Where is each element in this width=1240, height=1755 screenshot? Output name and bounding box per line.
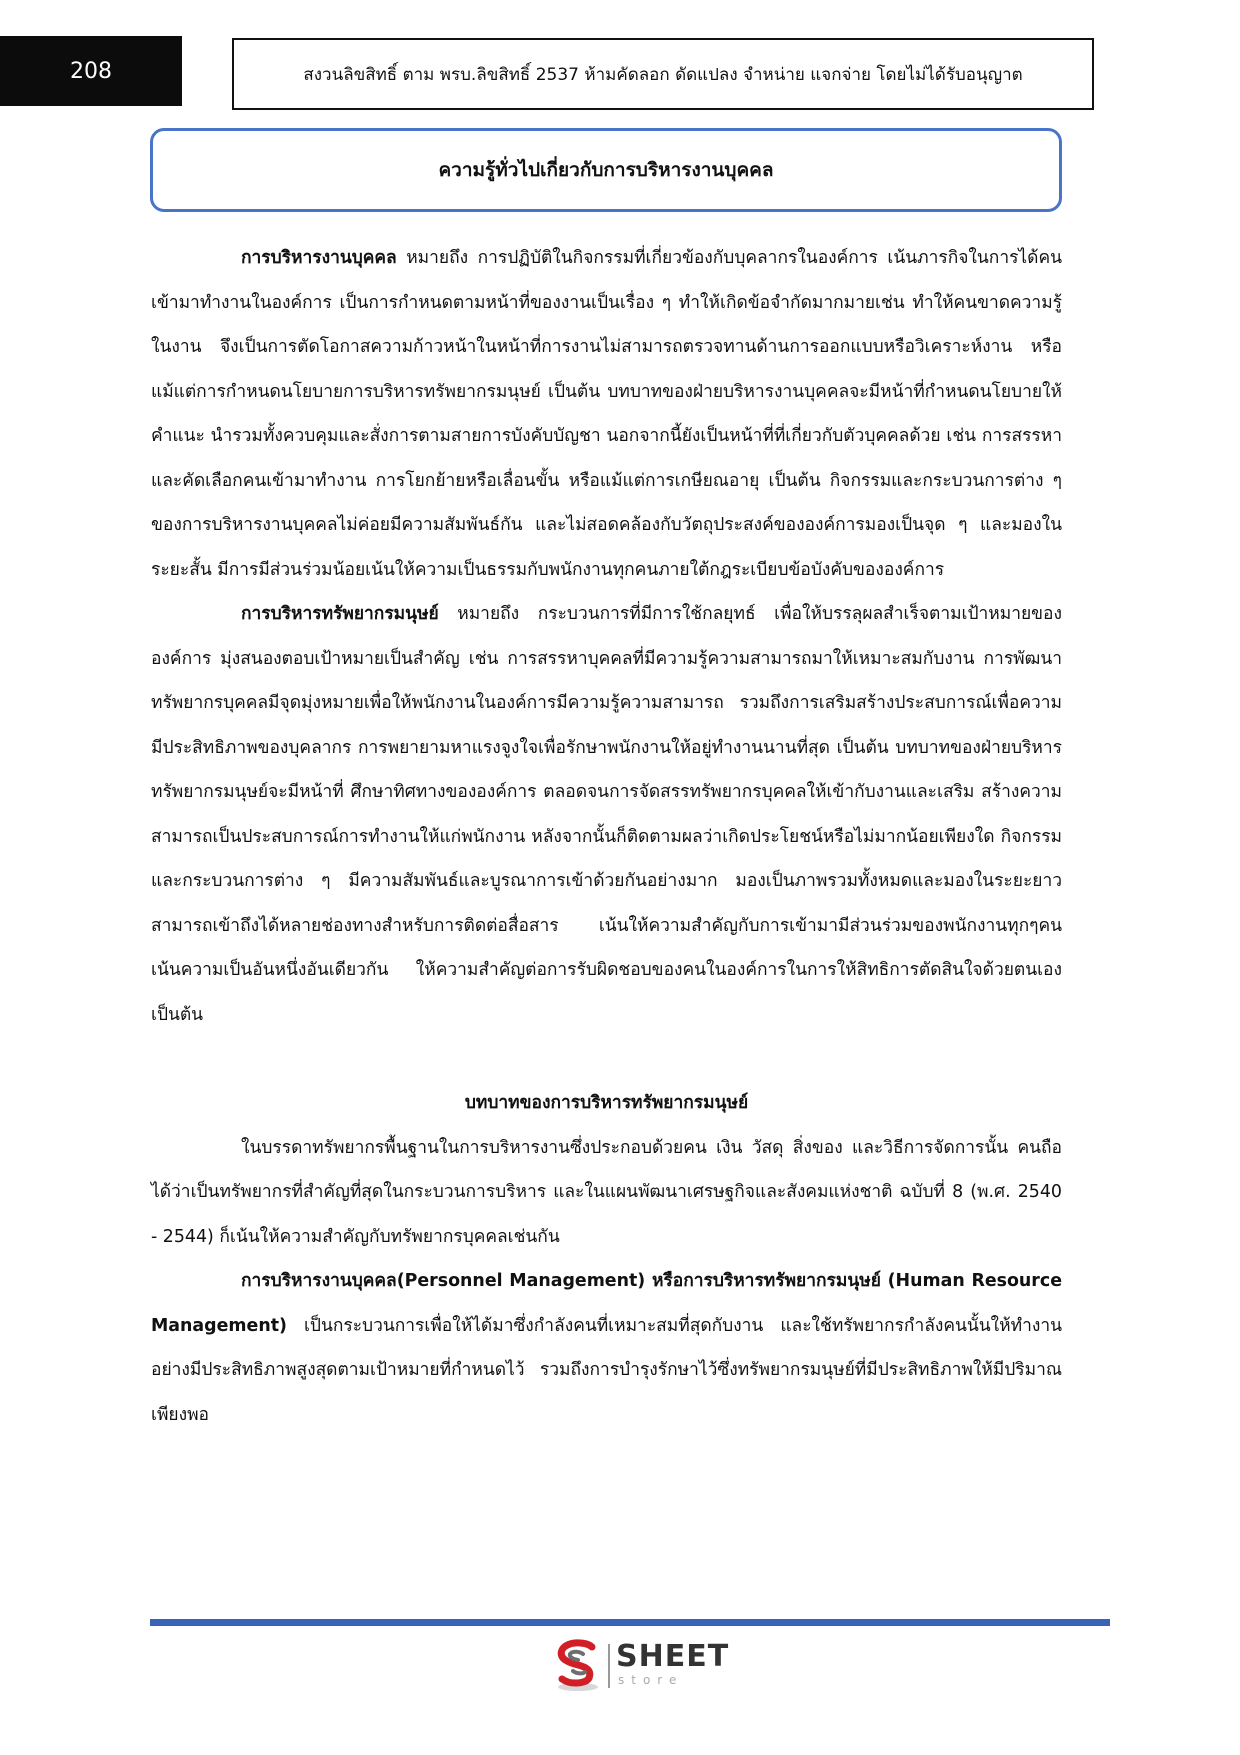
- paragraph-basic-resources: ในบรรดาทรัพยากรพื้นฐานในการบริหารงานซึ่งประกอบด้วยคน เงิน วัสดุ สิ่งของ และวิธีการจัดการนั้น คนถือได้ว่าเป็นทรัพยากรที่สำคัญที่สุดในกระบวนการบริหาร และในแผนพัฒนาเศรษฐกิจและสังคมแห่งชาติ ฉบับที่ 8 (พ.ศ. 2540 - 2544) ก็เน้นให้ความสำคัญกับทรัพยากรบุคคลเช่นกัน: [151, 1137, 1062, 1247]
- title-box: [150, 128, 1062, 212]
- paragraph-text: หมายถึง การปฏิบัติในกิจกรรมที่เกี่ยวข้องกับบุคลากรในองค์การ เน้นภารกิจในการได้คนเข้ามาทำงานในองค์การ เป็นการกำหนดตามหน้าที่ของงานเป็นเรื่อง ๆ ทำให้เกิดข้อจำกัดมากมายเช่น ทำให้คนขาดความรู้ในงาน จึงเป็นการตัดโอกาสความก้าวหน้าในหน้าที่การงานไม่สามารถตรวจทานด้านการออกแบบหรือวิเคราะห์งาน หรือแม้แต่การกำหนดนโยบายการบริหารทรัพยากรมนุษย์ เป็นต้น บทบาทของฝ่ายบริหารงานบุคคลจะมีหน้าที่กำหนดนโยบายให้คำแนะ นำรวมทั้งควบคุมและสั่งการตามสายการบังคับบัญชา นอกจากนี้ยังเป็นหน้าที่ที่เกี่ยวกับตัวบุคคลด้วย เช่น การสรรหาและคัดเลือกคนเข้ามาทำงาน การโยกย้ายหรือเลื่อนขั้น หรือแม้แต่การเกษียณอายุ เป็นต้น กิจกรรมและกระบวนการต่าง ๆ ของการบริหารงานบุคคลไม่ค่อยมีความสัมพันธ์กัน และไม่สอดคล้องกับวัตถุประสงค์ขององค์การมองเป็นจุด ๆ และมองในระยะสั้น มีการมีส่วนร่วมน้อยเน้นให้ความเป็นธรรมกับพนักงานทุกคนภายใต้กฎระเบียบข้อบังคับขององค์การ: [151, 248, 1062, 580]
- logo-divider: [608, 1644, 610, 1688]
- logo-subtitle: store: [618, 1673, 684, 1687]
- paragraph-definition: [151, 1259, 1062, 1437]
- term-human-resource-management: การบริหารทรัพยากรมนุษย์: [241, 604, 439, 624]
- logo-wordmark: SHEET: [616, 1639, 730, 1674]
- sheet-store-logo: [552, 1638, 728, 1694]
- copyright-header: [232, 38, 1094, 110]
- paragraph-text: เป็นกระบวนการเพื่อให้ได้มาซึ่งกำลังคนที่เหมาะสมที่สุดกับงาน และใช้ทรัพยากรกำลังคนนั้นให้ทำงานอย่างมีประสิทธิภาพสูงสุดตามเป้าหมายที่กำหนดไว้ รวมถึงการบำรุงรักษาไว้ซึ่งทรัพยากรมนุษย์ที่มีประสิทธิภาพให้มีปริมาณเพียงพอ: [151, 1315, 1062, 1425]
- paragraph-text: หมายถึง กระบวนการที่มีการใช้กลยุทธ์ เพื่อให้บรรลุผลสำเร็จตามเป้าหมายขององค์การ มุ่งสนองตอบเป้าหมายเป็นสำคัญ เช่น การสรรหาบุคคลที่มีความรู้ความสามารถมาให้เหมาะสมกับงาน การพัฒนาทรัพยากรบุคคลมีจุดมุ่งหมายเพื่อให้พนักงานในองค์การมีความรู้ความสามารถ รวมถึงการเสริมสร้างประสบการณ์เพื่อความมีประสิทธิภาพของบุคลากร การพยายามหาแรงจูงใจเพื่อรักษาพนักงานให้อยู่ทำงานนานที่สุด เป็นต้น บทบาทของฝ่ายบริหารทรัพยากรมนุษย์จะมีหน้าที่ ศึกษาทิศทางขององค์การ ตลอดจนการจัดสรรทรัพยากรบุคคลให้เข้ากับงานและเสริม สร้างความสามารถเป็นประสบการณ์การทำงานให้แก่พนักงาน หลังจากนั้นก็ติดตามผลว่าเกิดประโยชน์หรือไม่มากน้อยเพียงใด กิจกรรมและกระบวนการต่าง ๆ มีความสัมพันธ์และบูรณาการเข้าด้วยกันอย่างมาก มองเป็นภาพรวมทั้งหมดและมองในระยะยาว สามารถเข้าถึงได้หลายช่องทางสำหรับการติดต่อสื่อสาร เน้นให้ความสำคัญกับการเข้ามามีส่วนร่วมของพนักงานทุกๆคน เน้นความเป็นอันหนึ่งอันเดียวกัน ให้ความสำคัญต่อการรับผิดชอบของคนในองค์การในการให้สิทธิการตัดสินใจด้วยตนเอง เป็นต้น: [151, 604, 1062, 1025]
- paragraph-human-resource-management: [151, 592, 1062, 1037]
- paragraph-personnel-management: [151, 236, 1062, 592]
- term-definition: การบริหารงานบุคคล(Personnel Management) หรือการบริหารทรัพยากรมนุษย์ (Human Resource Management): [151, 1271, 1062, 1336]
- term-personnel-management: การบริหารงานบุคคล: [241, 248, 397, 268]
- sheet-store-s-logo-icon: [552, 1638, 604, 1694]
- page-title: ความรู้ทั่วไปเกี่ยวกับการบริหารงานบุคคล: [438, 159, 774, 181]
- page-number: 208: [0, 36, 182, 106]
- copyright-notice: สงวนลิขสิทธิ์ ตาม พรบ.ลิขสิทธิ์ 2537 ห้ามคัดลอก ดัดแปลง จำหน่าย แจกจ่าย โดยไม่ได้รับอนุญาต: [303, 64, 1023, 85]
- footer-rule: [150, 1619, 1110, 1626]
- document-body: [151, 236, 1062, 1437]
- section-heading: บทบาทของการบริหารทรัพยากรมนุษย์: [464, 1093, 749, 1113]
